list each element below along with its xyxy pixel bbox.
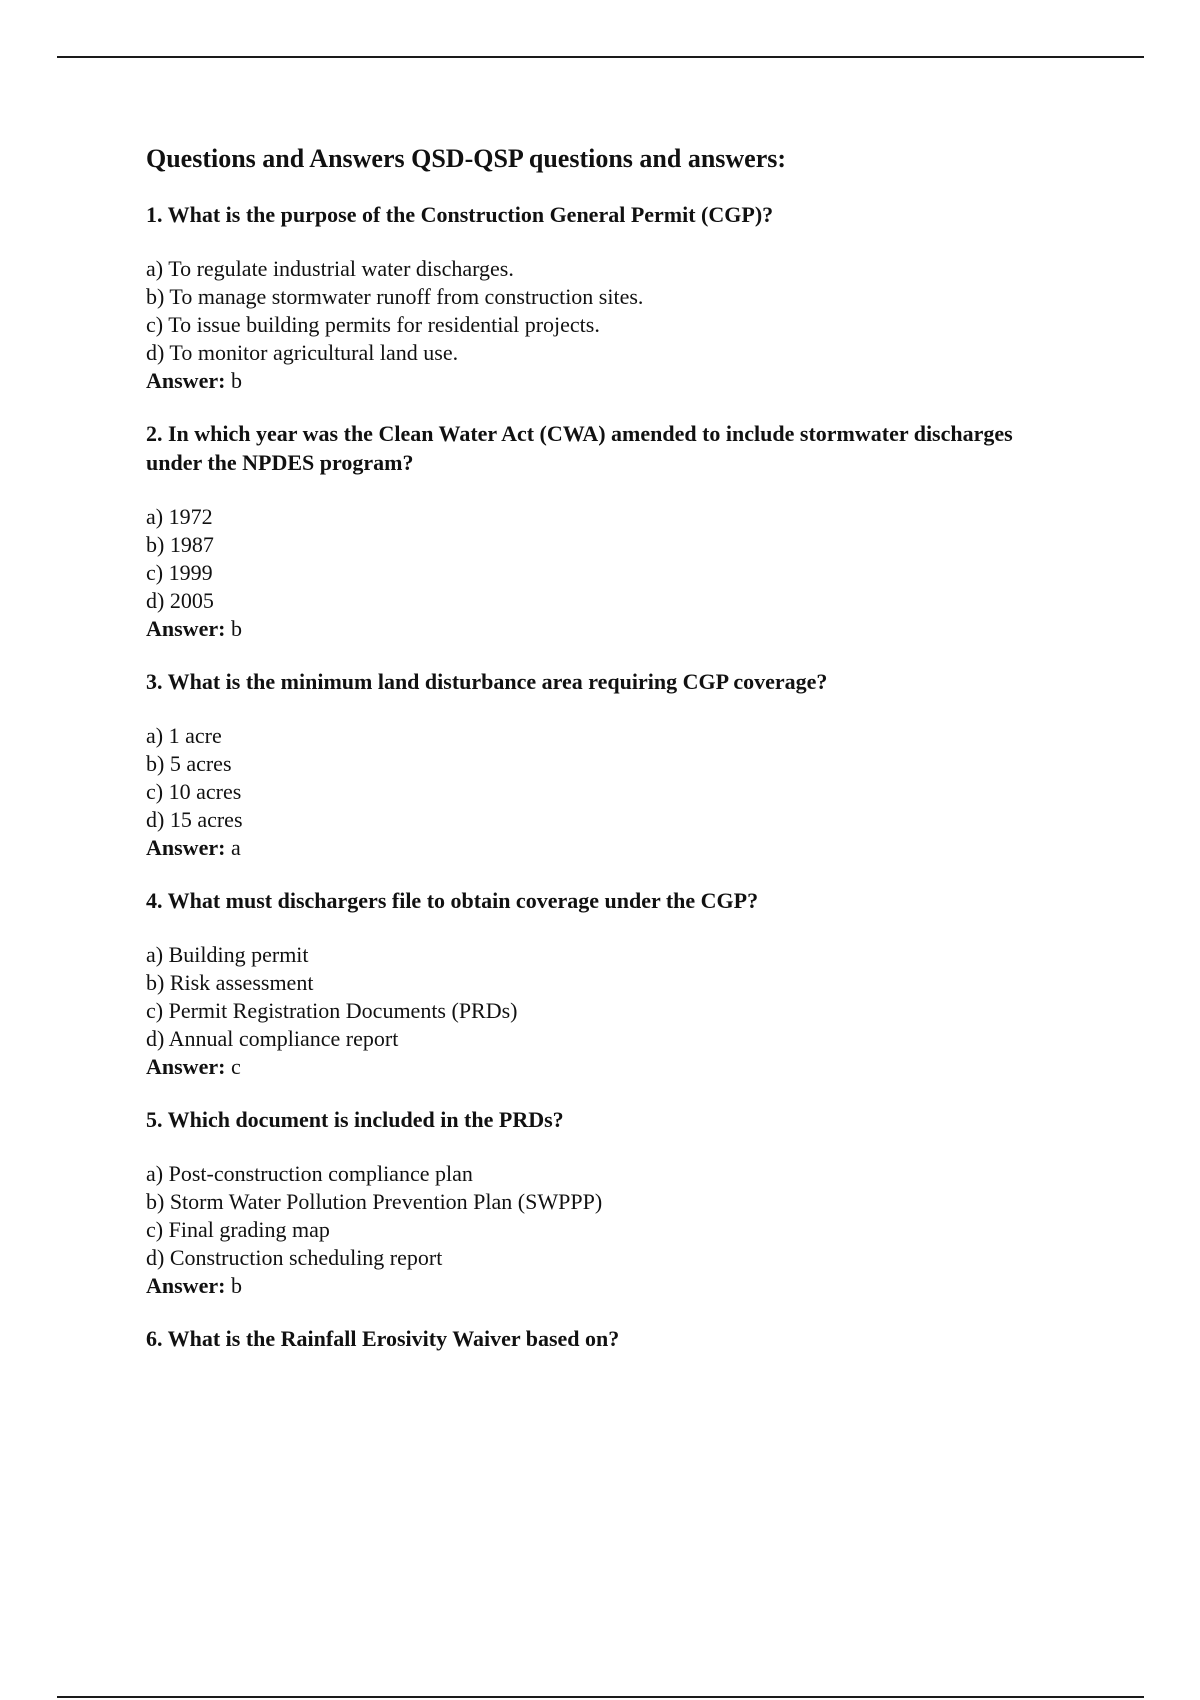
answer-value: b	[225, 1273, 242, 1298]
answer-line	[146, 615, 1046, 643]
option-item: c) 1999	[146, 560, 213, 585]
answer-value: b	[225, 368, 242, 393]
question-block	[146, 1105, 1046, 1300]
question-text: 4. What must dischargers file to obtain coverage under the CGP?	[146, 888, 759, 913]
option-item: d) 15 acres	[146, 807, 243, 832]
answer-line	[146, 367, 1046, 395]
question-text: 2. In which year was the Clean Water Act (CWA) amended to include stormwater discharges under the NPDES program?	[146, 421, 1013, 475]
top-rule	[57, 56, 1144, 58]
option-item: c) Permit Registration Documents (PRDs)	[146, 998, 518, 1023]
options-list	[146, 255, 1046, 395]
option-item: b) Storm Water Pollution Prevention Plan (SWPPP)	[146, 1189, 603, 1214]
options-list	[146, 941, 1046, 1081]
question-text: 6. What is the Rainfall Erosivity Waiver based on?	[146, 1326, 620, 1351]
answer-line	[146, 1053, 1046, 1081]
question-text: 3. What is the minimum land disturbance area requiring CGP coverage?	[146, 669, 828, 694]
answer-label: Answer:	[146, 368, 226, 393]
option-item: b) 5 acres	[146, 751, 232, 776]
option-item: c) To issue building permits for residential projects.	[146, 312, 600, 337]
option-item: b) 1987	[146, 532, 214, 557]
question-block	[146, 419, 1046, 643]
option-item: d) Construction scheduling report	[146, 1245, 443, 1270]
option-item: d) 2005	[146, 588, 214, 613]
answer-line	[146, 1272, 1046, 1300]
options-list	[146, 722, 1046, 862]
question-text: 1. What is the purpose of the Construction General Permit (CGP)?	[146, 202, 774, 227]
option-item: a) Post-construction compliance plan	[146, 1161, 473, 1186]
option-item: b) Risk assessment	[146, 970, 314, 995]
option-item: c) Final grading map	[146, 1217, 330, 1242]
document-title: Questions and Answers QSD-QSP questions and answers:	[146, 144, 787, 173]
option-item: a) To regulate industrial water discharges.	[146, 256, 514, 281]
question-block	[146, 200, 1046, 395]
question-block	[146, 667, 1046, 862]
answer-label: Answer:	[146, 1273, 226, 1298]
answer-value: a	[225, 835, 241, 860]
options-list	[146, 503, 1046, 643]
option-item: d) To monitor agricultural land use.	[146, 340, 459, 365]
answer-value: c	[225, 1054, 241, 1079]
option-item: d) Annual compliance report	[146, 1026, 399, 1051]
answer-label: Answer:	[146, 616, 226, 641]
question-block	[146, 1324, 1046, 1353]
option-item: a) 1972	[146, 504, 213, 529]
bottom-rule	[57, 1696, 1144, 1698]
answer-label: Answer:	[146, 1054, 226, 1079]
option-item: c) 10 acres	[146, 779, 242, 804]
question-block	[146, 886, 1046, 1081]
document-body	[146, 142, 1046, 1377]
answer-line	[146, 834, 1046, 862]
answer-value: b	[225, 616, 242, 641]
option-item: a) 1 acre	[146, 723, 222, 748]
options-list	[146, 1160, 1046, 1300]
option-item: b) To manage stormwater runoff from construction sites.	[146, 284, 644, 309]
option-item: a) Building permit	[146, 942, 309, 967]
answer-label: Answer:	[146, 835, 226, 860]
question-text: 5. Which document is included in the PRDs?	[146, 1107, 564, 1132]
